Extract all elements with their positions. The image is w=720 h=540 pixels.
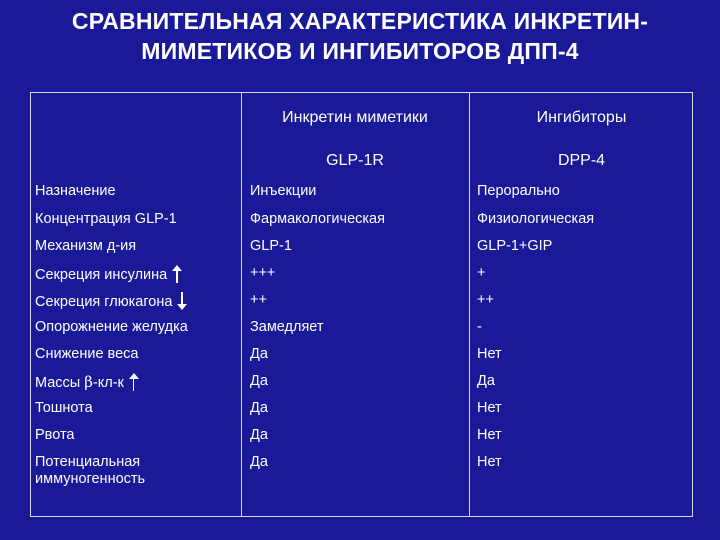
beta-symbol: β [84,373,93,391]
row-value-mimetics: Да [250,346,268,362]
row-value-inhibitors: Нет [477,346,502,362]
row-label: Тошнота [35,400,93,416]
row-label: Секреция инсулина [35,267,168,283]
header-inhibitors: Ингибиторы [536,109,627,126]
row-label: Секреция глюкагона [35,294,173,310]
arrow-up-icon [172,265,182,283]
row-value-mimetics: ++ [250,292,267,308]
row-label-line-1: Потенциальная [35,454,141,470]
row-value-inhibitors: Да [477,373,495,389]
row-label: Назначение [35,183,116,199]
row-label-line-2: иммуногенность [35,471,146,487]
slide-title-line-2: МИМЕТИКОВ И ИНГИБИТОРОВ ДПП-4 [141,38,579,64]
row-label: Опорожнение желудка [35,319,188,335]
row-label: Снижение веса [35,346,139,362]
header-glp1r: GLP-1R [326,152,384,169]
row-label [35,454,225,488]
row-value-inhibitors: - [477,319,482,335]
header-dpp4: DPP-4 [557,152,606,169]
row-value-inhibitors: Физиологическая [477,211,595,227]
row-value-mimetics: +++ [250,265,276,281]
row-value-inhibitors: Перорально [477,183,560,199]
slide-title [0,6,720,66]
row-label: Механизм д-ия [35,238,137,254]
row-value-inhibitors: + [477,265,486,281]
row-value-mimetics: Да [250,373,268,389]
row-value-inhibitors: ++ [477,292,494,308]
slide-title-line-1: СРАВНИТЕЛЬНАЯ ХАРАКТЕРИСТИКА ИНКРЕТИН- [71,8,649,34]
row-value-inhibitors: Нет [477,400,502,416]
row-value-mimetics: GLP-1 [250,238,292,254]
comparison-table [30,92,693,517]
row-label [35,373,139,392]
row-value-mimetics: Да [250,400,268,416]
row-label-suffix: -кл-к [92,375,124,391]
row-value-mimetics: Да [250,427,268,443]
row-value-inhibitors: GLP-1+GIP [477,238,553,254]
row-value-mimetics: Да [250,454,268,470]
row-value-inhibitors: Нет [477,454,502,470]
row-label: Концентрация GLP-1 [35,211,177,227]
row-value-mimetics: Фармакологическая [250,211,385,227]
row-value-mimetics: Инъекции [250,183,317,199]
row-label: Рвота [35,427,75,443]
arrow-up-icon [129,373,139,391]
row-value-inhibitors: Нет [477,427,502,443]
header-incretin-mimetics: Инкретин миметики [282,109,428,126]
row-label-prefix: Массы [35,375,85,391]
row-value-mimetics: Замедляет [250,319,324,335]
arrow-down-icon [177,292,187,310]
